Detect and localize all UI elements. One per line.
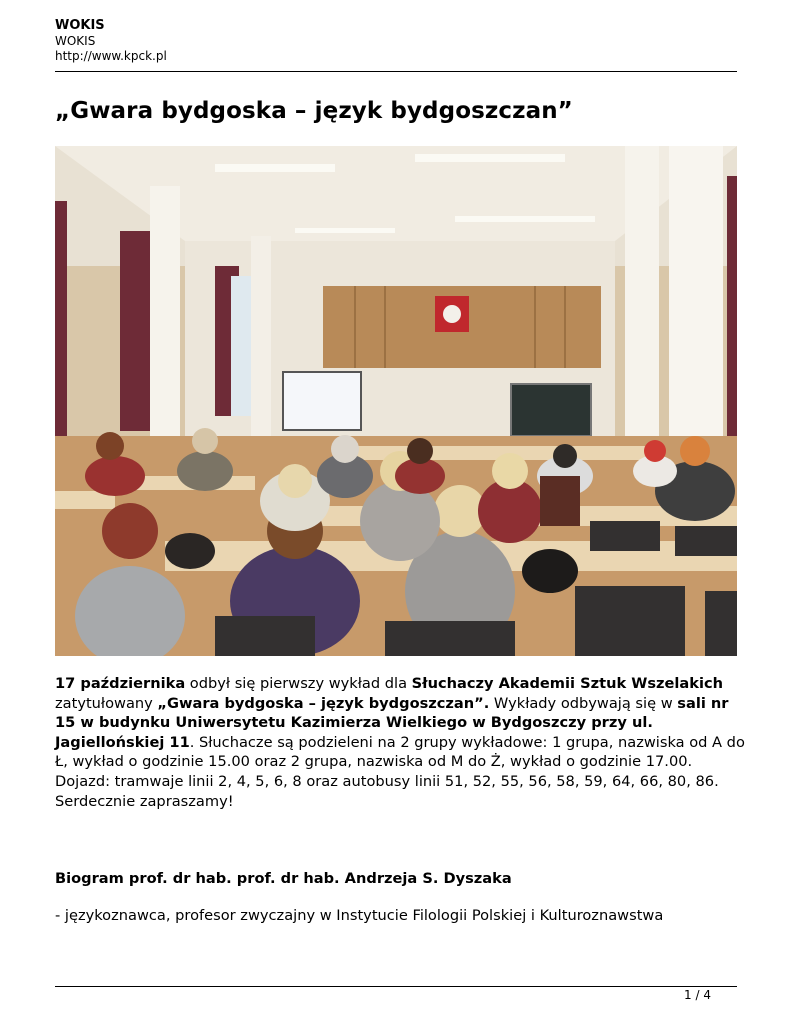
lecture-title: „Gwara bydgoska – język bydgoszczan”. <box>157 694 490 712</box>
site-name: WOKIS <box>55 18 105 33</box>
lecture-hall-photo <box>55 146 737 656</box>
lecture-date: 17 października <box>55 675 186 692</box>
article-title: „Gwara bydgoska – język bydgoszczan” <box>55 98 573 124</box>
lecture-place: sali nr 15 w budynku Uniwersytetu Kazimierza Wielkiego w Bydgoszczy przy ul. Jagiellońskiej 11 <box>55 694 729 751</box>
header-divider <box>55 71 737 72</box>
site-subtitle: WOKIS <box>55 34 96 48</box>
bio-heading: Biogram prof. dr hab. prof. dr hab. Andrzeja S. Dyszaka <box>55 870 512 887</box>
page-header <box>55 18 737 64</box>
page-number: 1 / 4 <box>684 988 711 1002</box>
audience-name: Słuchaczy Akademii Sztuk Wszelakich <box>411 675 724 692</box>
bio-text: - językoznawca, profesor zwyczajny w Instytucie Filologii Polskiej i Kulturoznawstwa <box>55 907 664 924</box>
article-body: 17 października odbył się pierwszy wykład dla Słuchaczy Akademii Sztuk Wszelakich zatytułowany „Gwara bydgoska – język bydgoszczan”. Wykłady odbywają się w sali nr 15 w budynku Uniwersytetu Kazimierza Wielkiego w Bydgoszczy przy ul. Jagiellońskiej 11. Słuchacze są podzieleni na 2 grupy wykładowe: 1 grupa, nazwiska od A do Ł, wykład o godzinie 15.00 oraz 2 grupa, nazwiska od M do Ż, wykład o godzinie 17.00. Dojazd: tramwaje linii 2, 4, 5, 6, 8 oraz autobusy linii 51, 52, 55, 56, 58, 59, 64, 66, 80, 86. Serdecznie zapraszamy! <box>55 675 745 810</box>
footer-divider <box>55 986 737 987</box>
site-url[interactable]: http://www.kpck.pl <box>55 49 167 63</box>
